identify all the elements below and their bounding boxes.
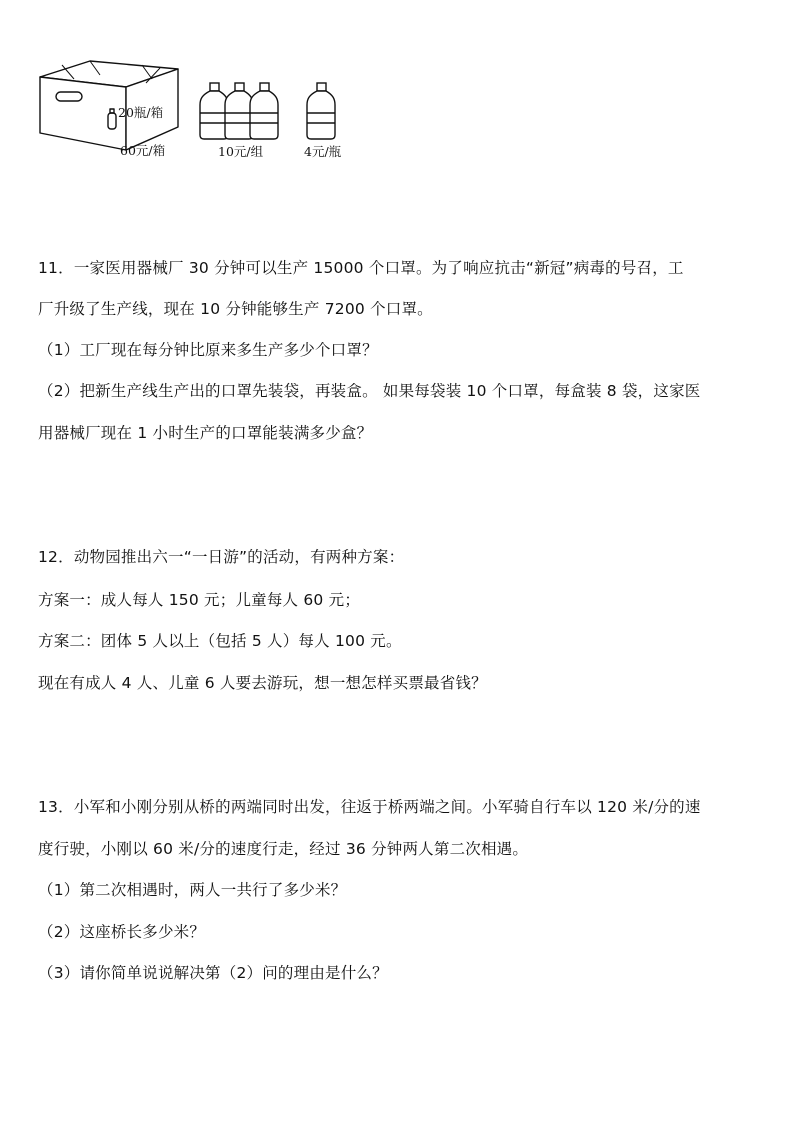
single-bottle-icon (307, 83, 335, 139)
bottle-group-icon (200, 83, 278, 139)
q13-subquestion-2: （2）这座桥长多少米？ (38, 923, 206, 941)
box-price-label: 60元/箱 (120, 143, 166, 158)
single-price-label: 4元/瓶 (304, 144, 342, 159)
q12-stem: 12．动物园推出六一“一日游”的活动，有两种方案： (38, 548, 405, 566)
q12-question: 现在有成人 4 人、儿童 6 人要去游玩，想一想怎样买票最省钱？ (38, 674, 487, 692)
q11-subquestion-2-line1: （2）把新生产线生产出的口罩先装袋，再装盒。 如果每袋装 10 个口罩，每盒装 8 袋，这家医 (38, 382, 701, 400)
q13-subquestion-3: （3）请你简单说说解决第（2）问的理由是什么？ (38, 964, 388, 982)
q13-stem-line1: 13．小军和小刚分别从桥的两端同时出发，往返于桥两端之间。小军骑自行车以 120 米/分的速 (38, 798, 701, 816)
q12-plan-1: 方案一：成人每人 150 元；儿童每人 60 元； (38, 591, 361, 609)
q12-plan-2: 方案二：团体 5 人以上（包括 5 人）每人 100 元。 (38, 632, 402, 650)
q13-stem-line2: 度行驶，小刚以 60 米/分的速度行走，经过 36 分钟两人第二次相遇。 (38, 840, 529, 858)
q11-subquestion-1: （1）工厂现在每分钟比原来多生产多少个口罩？ (38, 341, 378, 359)
q11-stem-line1: 11．一家医用器械厂 30 分钟可以生产 15000 个口罩。为了响应抗击“新冠”病毒的号召，工 (38, 259, 684, 277)
group-price-label: 10元/组 (218, 144, 264, 159)
price-figure (30, 55, 370, 175)
q13-subquestion-1: （1）第二次相遇时，两人一共行了多少米？ (38, 881, 347, 899)
q11-subquestion-2-line2: 用器械厂现在 1 小时生产的口罩能装满多少盒？ (38, 424, 373, 442)
q11-stem-line2: 厂升级了生产线，现在 10 分钟能够生产 7200 个口罩。 (38, 300, 433, 318)
box-capacity-label: 20瓶/箱 (118, 105, 164, 120)
